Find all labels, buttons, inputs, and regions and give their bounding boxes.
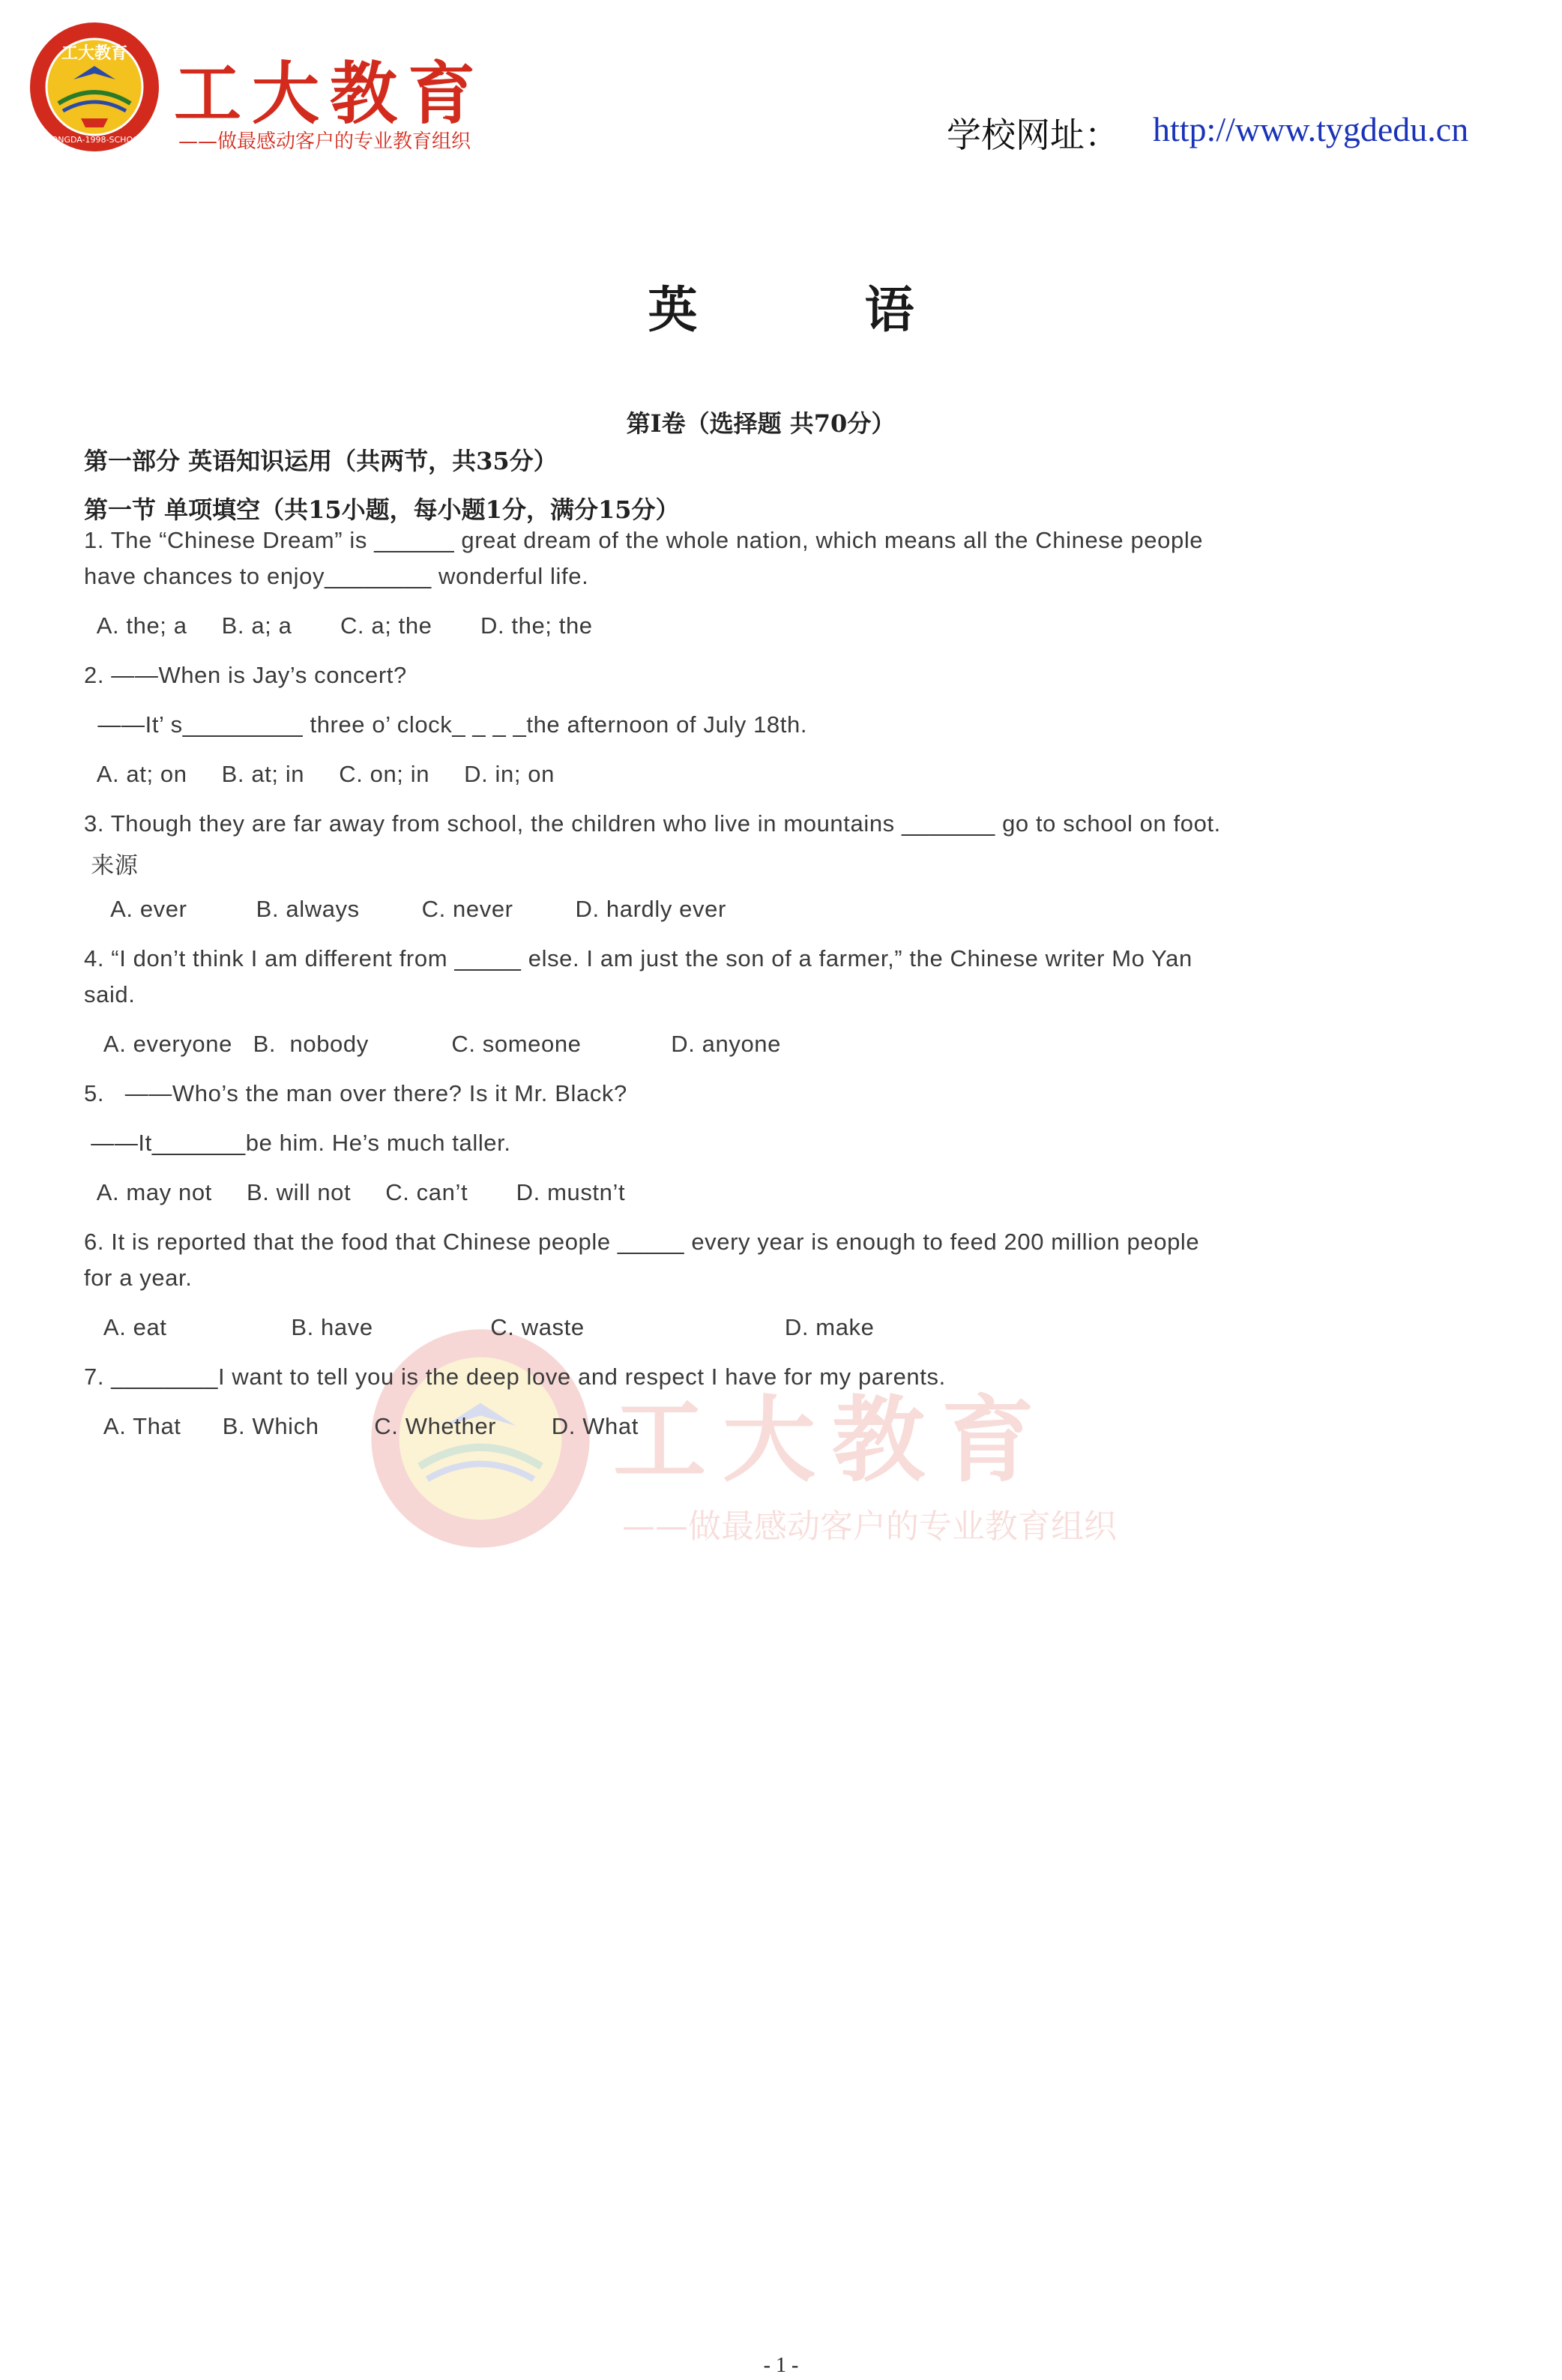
brand-name: 工大教育 (174, 55, 486, 133)
watermark-brand-name: 工大教育 (613, 1387, 1052, 1495)
question-2-line-1: 2. ——When is Jay’s concert? (84, 662, 407, 688)
site-label: 学校网址： (947, 115, 1119, 155)
site-url-link[interactable]: http://www.tygdedu.cn (1153, 110, 1469, 148)
question-1-options: A. the; a B. a; a C. a; the D. the; the (84, 612, 593, 639)
question-7-options: A. That B. Which C. Whether D. What (84, 1413, 639, 1439)
volume-heading: 第Ⅰ卷（选择题 共70分） (626, 409, 896, 438)
question-5-line-2: ——It_______be him. He’s much taller. (84, 1130, 511, 1156)
question-1-line-1: 1. The “Chinese Dream” is ______ great dream of the whole nation, which means all the Chinese people (84, 527, 1204, 553)
question-7-line-1: 7. ________I want to tell you is the deep love and respect I have for my parents. (84, 1364, 946, 1390)
seal-top-text: 工大教育 (61, 44, 128, 63)
question-3-options: A. ever B. always C. never D. hardly ever (84, 896, 726, 922)
section-heading: 第一节 单项填空（共15小题，每小题1分，满分15分） (84, 495, 680, 524)
question-5-options: A. may not B. will not C. can’t D. mustn’t (84, 1179, 626, 1205)
school-seal-logo (28, 21, 160, 153)
question-1-line-2: have chances to enjoy________ wonderful life. (84, 563, 589, 589)
part-heading: 第一部分 英语知识运用（共两节，共35分） (84, 447, 558, 475)
page-number: - 1 - (763, 2354, 799, 2377)
question-2-options: A. at; on B. at; in C. on; in D. in; on (84, 761, 555, 787)
question-3-line-1: 3. Though they are far away from school, the children who live in mountains _______ go to school on foot. (84, 810, 1221, 837)
question-4-options: A. everyone B. nobody C. someone D. anyone (84, 1031, 781, 1057)
question-4-line-2: said. (84, 981, 136, 1007)
document-title: 英 语 (648, 281, 989, 339)
question-4-line-1: 4. “I don’t think I am different from _____ else. I am just the son of a farmer,” the Chinese writer Mo Yan (84, 945, 1192, 971)
question-6-line-2: for a year. (84, 1265, 193, 1291)
question-3-source-note: 来源 (84, 852, 139, 879)
seal-ring-text: GONGDA-1998-SCHOOL (45, 135, 144, 145)
question-6-options: A. eat B. have C. waste D. make (84, 1314, 875, 1340)
question-6-line-1: 6. It is reported that the food that Chinese people _____ every year is enough to feed 200 million people (84, 1229, 1200, 1255)
question-2-line-2: ——It’ s_________ three o’ clock_ _ _ _the afternoon of July 18th. (84, 711, 808, 738)
question-5-line-1: 5. ——Who’s the man over there? Is it Mr. Black? (84, 1080, 627, 1106)
watermark-slogan: ——做最感动客户的专业教育组织 (622, 1507, 1117, 1546)
brand-slogan: ——做最感动客户的专业教育组织 (178, 130, 471, 153)
